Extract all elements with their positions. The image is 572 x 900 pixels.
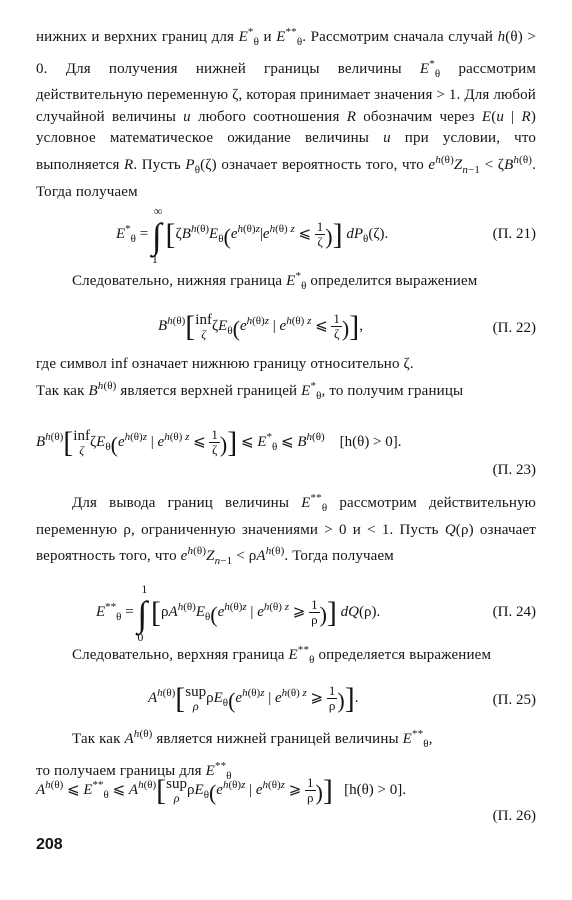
condition-p26: [h(θ) > 0]. [344,782,406,798]
equation-label-p24: (П. 24) [492,604,536,620]
page-number: 208 [36,836,63,853]
equation-label-p25: (П. 25) [492,692,536,708]
equation-label-p21: (П. 21) [492,226,536,242]
equation-p22: $B^{h(\theta)}[inf$ ζ $\zeta E_\theta(e^{h(\theta)z}$ | $e^{h(\theta) z}$ ⩽ $\frac{1}{\zeta}$ )], [158,310,363,343]
equation-label-p22: (П. 22) [492,320,536,336]
paragraph-3: где символ inf означает нижнюю границу относительно ζ. Так как $B^{h(\theta)}$ является верхней границей $E^*_\theta$, то получим границы [36,356,464,402]
integral-upper-limit: ∞ [153,204,163,218]
paragraph-5: Следовательно, верхняя граница $E^{**}_\theta$ определяется выражением [72,644,492,666]
paragraph-4: Для вывода границ величины $E^{**}_\theta$ рассмотрим действительную переменную ρ, ограниченную значениями > 0 и < 1. Пусть Q(ρ) означает вероятность того, что $e^{h(\theta)}Z_{n-1} < \rho A^{h(\theta)}$. Тогда получаем [36,492,536,568]
equation-p23: $B^{h(\theta)}[inf$ ζ $\zeta E_\theta(e^{h(\theta)z}$ | $e^{h(\theta) z}$ ⩽ $\frac{1}{\zeta}$ )] ⩽ $E^*_\theta$ ⩽ $B^{h(\theta)}$ [h(θ) > 0]. [36,426,402,459]
equation-p26: $A^{h(\theta)}$ ⩽ $E^{**}_\theta$ ⩽ $A^{h(\theta)}[sup$ ρ $\rho E_\theta(e^{h(\theta)z}$ | $e^{h(\theta)z}$ ⩾ $\frac{1}{\rho}$ )] [h(θ) > 0]. [36,774,406,807]
integral-upper-limit: 1 [141,582,148,596]
equation-p25: $A^{h(\theta)}[sup$ ρ $\rho E_\theta(e^{h(\theta)z}$ | $e^{h(\theta) z}$ ⩾ $\frac{1}{\rho}$ )]. [148,682,359,715]
paragraph-2: Следовательно, нижняя граница $E^*_\theta$ определится выражением [72,270,478,292]
equation-label-p26: (П. 26) [492,808,536,824]
equation-p24: $E^{**}_\theta$ = ∫ 1 0 [$\rho A^{h(\theta)}E_\theta(e^{h(\theta)z}$ | $e^{h(\theta) z}$ ⩾ $\frac{1}{\rho}$ )] dQ(ρ). [96,582,381,644]
integral-lower-limit: 0 [137,630,144,644]
paragraph-1: нижних и верхних границ для $E^*_\theta$ и $E^{**}_\theta$. Рассмотрим сначала случай h(θ) > 0. Для получения нижней границы величины $E^*_\theta$ рассмотрим действительную переменную ζ, которая принимает значения > 1. Для любой случайной величины u любого соотношения R обозначим через E(u | R) условное математическое ожидание величины u при условии, что выполняется R. Пусть $P_\theta(\zeta)$ означает вероятность того, что $e^{h(\theta)}Z_{n-1} < \zeta B^{h(\theta)}$. Тогда получаем [36,26,536,200]
integral-lower-limit: 1 [151,252,158,266]
equation-p21: $E^*_\theta$ = ∫ ∞ 1 [$\zeta B^{h(\theta)}E_\theta(e^{h(\theta)z}|e^{h(\theta) z}$ ⩽ $\frac{1}{\zeta}$ )] $dP_\theta(\zeta)$. [116,204,389,266]
paragraph-6: Так как $A^{h(\theta)}$ является нижней границей величины $E^{**}_\theta$, то получаем границы для $E^{**}_\theta$ [36,728,433,782]
condition-p23: [h(θ) > 0]. [339,434,402,450]
equation-label-p23: (П. 23) [492,462,536,478]
